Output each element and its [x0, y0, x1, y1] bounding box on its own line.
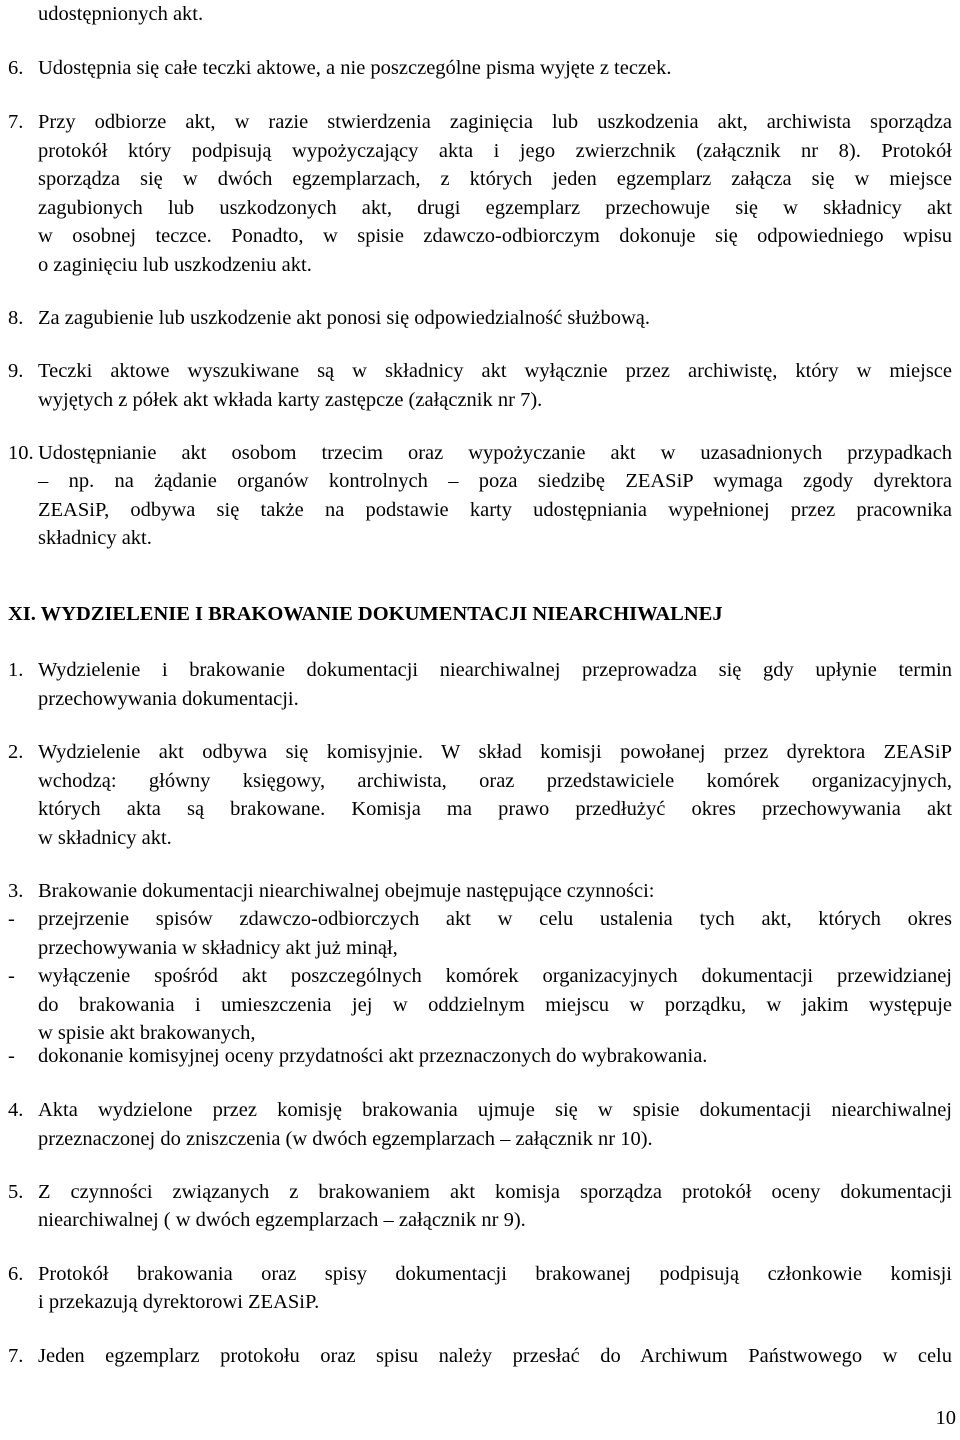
item-text-line: w składnicy akt.: [38, 827, 172, 849]
item-text-line: niearchiwalnej ( w dwóch egzemplarzach – załącznik nr 9).: [38, 1209, 526, 1231]
item-text-line: o zaginięciu lub uszkodzeniu akt.: [38, 254, 312, 276]
item-number: 7.: [8, 1345, 24, 1367]
item-number: 1.: [8, 659, 24, 681]
item-text-line: Udostępnia się całe teczki aktowe, a nie poszczególne pisma wyjęte z teczek.: [38, 57, 672, 79]
dash-marker: -: [8, 1045, 15, 1067]
item-text-line: Za zagubienie lub uszkodzenie akt ponosi się odpowiedzialność służbową.: [38, 307, 650, 329]
item-number: 6.: [8, 1263, 24, 1285]
item-text-line: wyjętych z półek akt wkłada karty zastępcze (załącznik nr 7).: [38, 389, 543, 411]
item-text-line: Udostępnianie akt osobom trzecim oraz wypożyczanie akt w uzasadnionych przypadkach: [38, 442, 952, 464]
item-text-line: protokół który podpisują wypożyczający akta i jego zwierzchnik (załącznik nr 8). Protokół: [38, 140, 952, 162]
item-text-line: – np. na żądanie organów kontrolnych – poza siedzibę ZEASiP wymaga zgody dyrektora: [38, 470, 952, 492]
item-text-line: zagubionych lub uszkodzonych akt, drugi egzemplarz przechowuje się w składnicy akt: [38, 197, 952, 219]
item-text-line: do brakowania i umieszczenia jej w oddzielnym miejscu w porządku, w jakim występuje: [38, 994, 952, 1016]
item-number: 2.: [8, 741, 24, 763]
item-number: 5.: [8, 1181, 24, 1203]
item-number: 3.: [8, 880, 24, 902]
item-number: 4.: [8, 1099, 24, 1121]
item-text-line: przechowywania dokumentacji.: [38, 688, 299, 710]
item-number: 8.: [8, 307, 24, 329]
item-text-line: przechowywania w składnicy akt już minął,: [38, 937, 398, 959]
item-text-line: Brakowanie dokumentacji niearchiwalnej obejmuje następujące czynności:: [38, 880, 655, 902]
item-text-line: Teczki aktowe wyszukiwane są w składnicy akt wyłącznie przez archiwistę, który w miejsce: [38, 360, 952, 382]
item-number: 6.: [8, 57, 24, 79]
item-text-line: których akta są brakowane. Komisja ma prawo przedłużyć okres przechowywania akt: [38, 798, 952, 820]
continuation-line: udostępnionych akt.: [38, 3, 204, 25]
item-text-line: Z czynności związanych z brakowaniem akt komisja sporządza protokół oceny dokumentacji: [38, 1181, 952, 1203]
item-text-line: składnicy akt.: [38, 527, 152, 549]
dash-marker: -: [8, 965, 15, 987]
item-text-line: Wydzielenie akt odbywa się komisyjnie. W skład komisji powołanej przez dyrektora ZEASiP: [38, 741, 952, 763]
item-text-line: ZEASiP, odbywa się także na podstawie karty udostępniania wypełnionej przez pracownika: [38, 499, 952, 521]
item-text-line: przeznaczonej do zniszczenia (w dwóch egzemplarzach – załącznik nr 10).: [38, 1128, 653, 1150]
item-number: 7.: [8, 111, 24, 133]
item-text-line: Przy odbiorze akt, w razie stwierdzenia zaginięcia lub uszkodzenia akt, archiwista sporządza: [38, 111, 952, 133]
dash-marker: -: [8, 908, 15, 930]
item-text-line: Protokół brakowania oraz spisy dokumentacji brakowanej podpisują członkowie komisji: [38, 1263, 952, 1285]
item-text-line: w spisie akt brakowanych,: [38, 1022, 256, 1044]
item-number: 9.: [8, 360, 24, 382]
item-text-line: Akta wydzielone przez komisję brakowania ujmuje się w spisie dokumentacji niearchiwalnej: [38, 1099, 952, 1121]
item-number: 10.: [8, 442, 34, 464]
page-number: 10: [935, 1407, 956, 1429]
section-heading: XI. WYDZIELENIE I BRAKOWANIE DOKUMENTACJI NIEARCHIWALNEJ: [8, 603, 723, 625]
item-text-line: sporządza się w dwóch egzemplarzach, z których jeden egzemplarz załącza się w miejsce: [38, 168, 952, 190]
item-text-line: Jeden egzemplarz protokołu oraz spisu należy przesłać do Archiwum Państwowego w celu: [38, 1345, 952, 1367]
item-text-line: wyłączenie spośród akt poszczególnych komórek organizacyjnych dokumentacji przewidzianej: [38, 965, 952, 987]
item-text-line: wchodzą: główny księgowy, archiwista, oraz przedstawiciele komórek organizacyjnych,: [38, 770, 952, 792]
item-text-line: i przekazują dyrektorowi ZEASiP.: [38, 1291, 320, 1313]
item-text-line: w osobnej teczce. Ponadto, w spisie zdawczo-odbiorczym dokonuje się odpowiedniego wpisu: [38, 225, 952, 247]
item-text-line: dokonanie komisyjnej oceny przydatności akt przeznaczonych do wybrakowania.: [38, 1045, 708, 1067]
item-text-line: Wydzielenie i brakowanie dokumentacji niearchiwalnej przeprowadza się gdy upłynie termin: [38, 659, 952, 681]
item-text-line: przejrzenie spisów zdawczo-odbiorczych akt w celu ustalenia tych akt, których okres: [38, 908, 952, 930]
